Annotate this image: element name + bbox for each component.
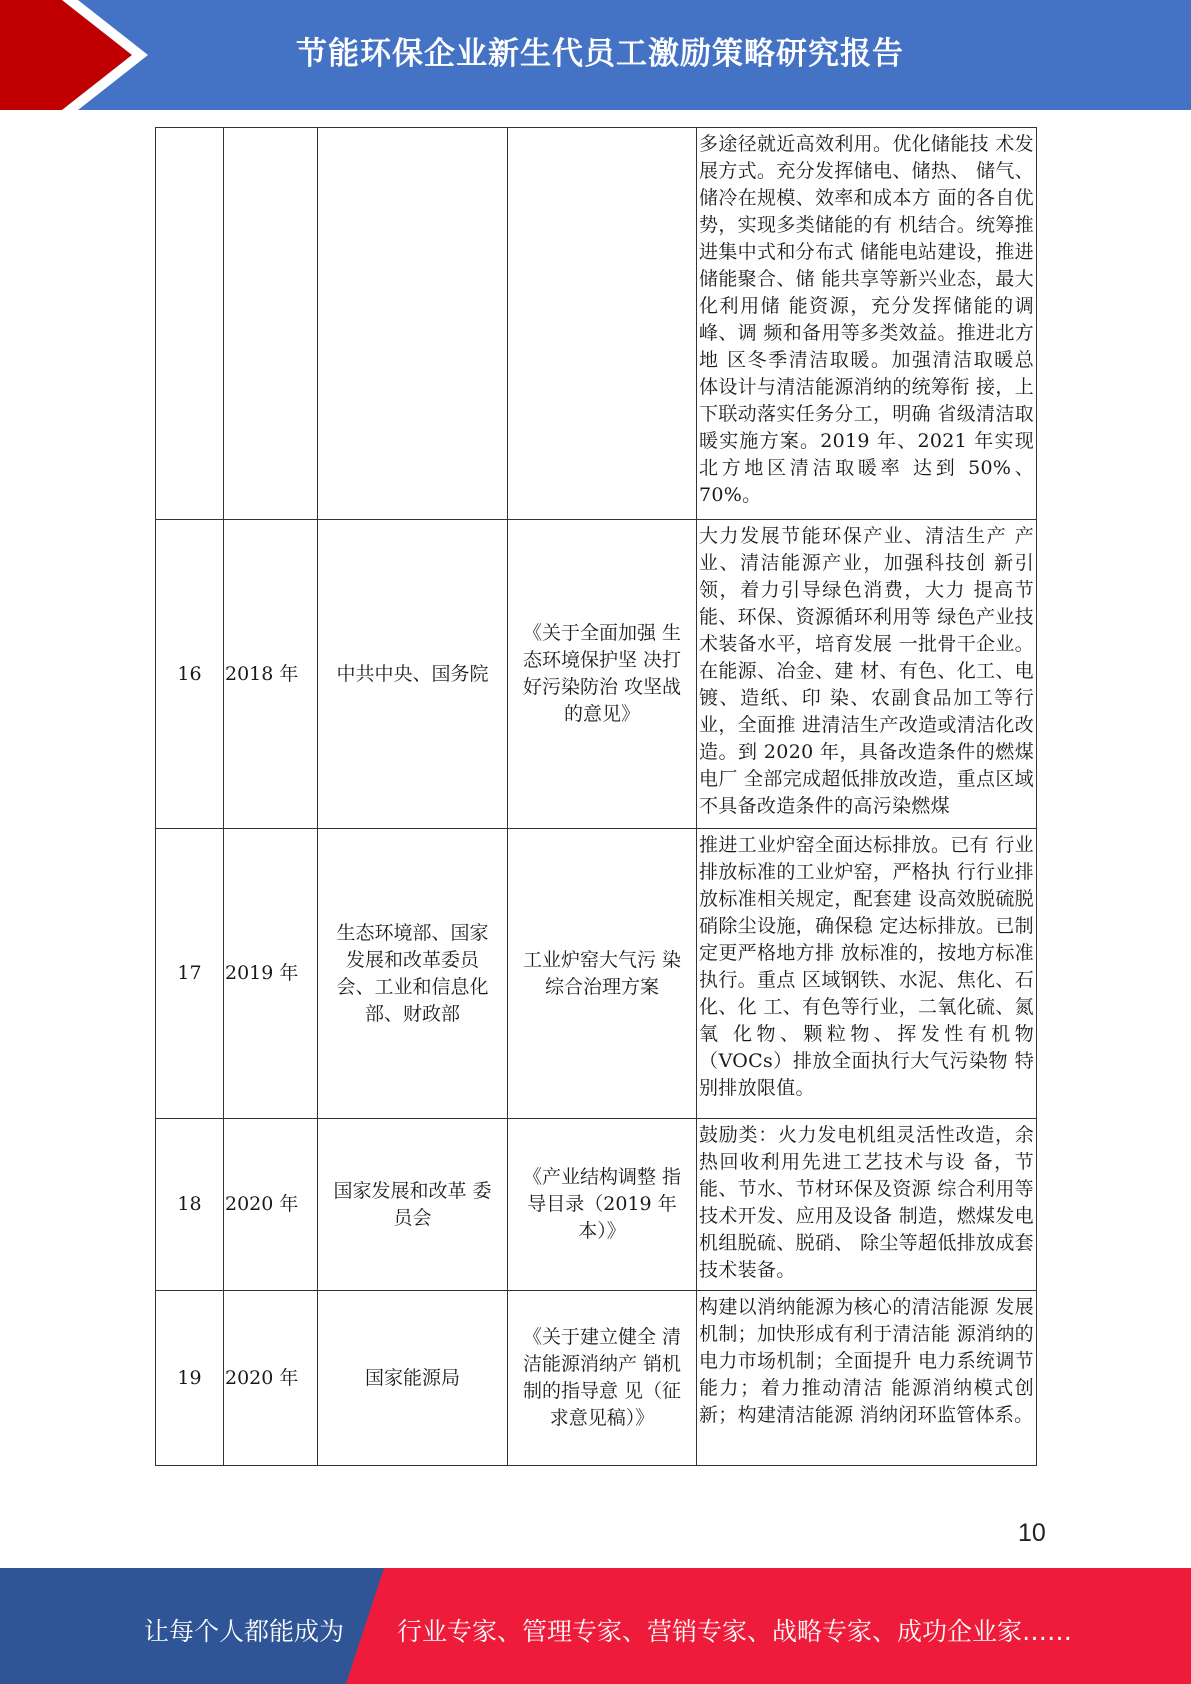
cell-number: 16 bbox=[156, 520, 224, 829]
cell-number: 18 bbox=[156, 1119, 224, 1291]
cell-issuer: 中共中央、国务院 bbox=[318, 520, 508, 829]
cell-document: 《关于全面加强 生态环境保护坚 决打好污染防治 攻坚战的意见》 bbox=[508, 520, 697, 829]
cell-document: 工业炉窑大气污 染综合治理方案 bbox=[508, 829, 697, 1119]
cell-content: 鼓励类：火力发电机组灵活性改造，余热回收利用先进工艺技术与设 备，节能、节水、节材环保及资源 综合利用等技术开发、应用及设备 制造，燃煤发电机组脱硫、脱硝、 除尘等超低排放成套技术装备。 bbox=[697, 1119, 1037, 1291]
cell-issuer bbox=[318, 128, 508, 520]
cell-content: 大力发展节能环保产业、清洁生产 产业、清洁能源产业，加强科技创 新引领，着力引导绿色消费，大力 提高节能、环保、资源循环利用等 绿色产业技术装备水平，培育发展 一批骨干企业。在能源、冶金、建 材、有色、化工、电镀、造纸、印 染、农副食品加工等行业，全面推 进清洁生产改造或清洁化改造。到 2020 年，具备改造条件的燃煤电厂 全部完成超低排放改造，重点区域 不具备改造条件的高污染燃煤 bbox=[697, 520, 1037, 829]
cell-issuer: 国家能源局 bbox=[318, 1291, 508, 1466]
cell-year: 2018 年 bbox=[224, 520, 318, 829]
table-row bbox=[156, 1291, 1037, 1466]
cell-year: 2020 年 bbox=[224, 1119, 318, 1291]
header-red-arrow-decoration bbox=[0, 0, 150, 110]
cell-content: 多途径就近高效利用。优化储能技 术发展方式。充分发挥储电、储热、 储气、储冷在规模、效率和成本方 面的各自优势，实现多类储能的有 机结合。统筹推进集中式和分布式 储能电站建设，推进储能聚合、储 能共享等新兴业态，最大化利用储 能资源，充分发挥储能的调峰、调 频和备用等多类效益。推进北方地 区冬季清洁取暖。加强清洁取暖总 体设计与清洁能源消纳的统筹衔 接，上下联动落实任务分工，明确 省级清洁取暖实施方案。2019 年、2021 年实现北方地区清洁取暖率 达到 50%、70%。 bbox=[697, 128, 1037, 520]
cell-issuer: 国家发展和改革 委员会 bbox=[318, 1119, 508, 1291]
cell-document bbox=[508, 128, 697, 520]
cell-content: 推进工业炉窑全面达标排放。已有 行业排放标准的工业炉窑，严格执 行行业排放标准相关规定，配套建 设高效脱硫脱硝除尘设施，确保稳 定达标排放。已制定更严格地方排 放标准的，按地方标准执行。重点 区域钢铁、水泥、焦化、石化、化 工、有色等行业，二氧化硫、氮氧 化物、颗粒物、挥发性有机物 （VOCs）排放全面执行大气污染物 特别排放限值。 bbox=[697, 829, 1037, 1119]
cell-content: 构建以消纳能源为核心的清洁能源 发展机制；加快形成有利于清洁能 源消纳的电力市场机制；全面提升 电力系统调节能力；着力推动清洁 能源消纳模式创新；构建清洁能源 消纳闭环监管体系。 bbox=[697, 1291, 1037, 1466]
cell-document: 《产业结构调整 指导目录（2019 年本）》 bbox=[508, 1119, 697, 1291]
cell-number bbox=[156, 128, 224, 520]
report-title: 节能环保企业新生代员工激励策略研究报告 bbox=[296, 36, 904, 72]
cell-number: 17 bbox=[156, 829, 224, 1119]
policy-table bbox=[155, 127, 1037, 1466]
footer-slogan-right: 行业专家、管理专家、营销专家、战略专家、成功企业家…… bbox=[397, 1617, 1073, 1646]
page-header bbox=[0, 0, 1191, 110]
page-footer bbox=[0, 1568, 1191, 1684]
table-row bbox=[156, 1119, 1037, 1291]
cell-year: 2020 年 bbox=[224, 1291, 318, 1466]
cell-document: 《关于建立健全 清洁能源消纳产 销机制的指导意 见（征求意见稿）》 bbox=[508, 1291, 697, 1466]
cell-year: 2019 年 bbox=[224, 829, 318, 1119]
footer-slogan-left: 让每个人都能成为 bbox=[144, 1617, 345, 1646]
cell-number: 19 bbox=[156, 1291, 224, 1466]
table-row bbox=[156, 829, 1037, 1119]
cell-issuer: 生态环境部、国家发展和改革委员会、工业和信息化部、财政部 bbox=[318, 829, 508, 1119]
page-number: 10 bbox=[1018, 1519, 1046, 1547]
table-row bbox=[156, 520, 1037, 829]
cell-year bbox=[224, 128, 318, 520]
table-row bbox=[156, 128, 1037, 520]
